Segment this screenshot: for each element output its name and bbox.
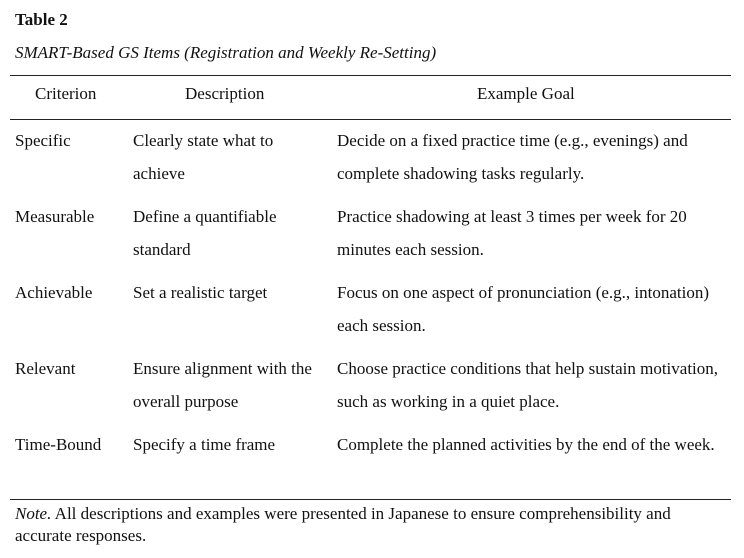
table-row xyxy=(0,352,744,428)
table-row xyxy=(0,124,744,200)
description-cell: Define a quantifiable standard xyxy=(133,207,277,259)
example-goal-cell: Complete the planned activities by the end of the week. xyxy=(337,435,715,454)
description-cell: Clearly state what to achieve xyxy=(133,131,274,183)
example-goal-cell: Choose practice conditions that help sustain motivation, such as working in a quiet place. xyxy=(337,359,719,411)
example-goal-cell: Decide on a fixed practice time (e.g., evenings) and complete shadowing tasks regularly. xyxy=(337,131,688,183)
table-top-rule xyxy=(10,75,731,76)
table-header-rule xyxy=(10,119,731,120)
description-cell: Specify a time frame xyxy=(133,435,276,454)
table-body xyxy=(0,124,744,504)
description-cell: Ensure alignment with the overall purpose xyxy=(133,359,312,411)
criterion-cell: Time-Bound xyxy=(15,435,102,454)
example-goal-cell: Practice shadowing at least 3 times per week for 20 minutes each session. xyxy=(337,207,687,259)
table-title: SMART-Based GS Items (Registration and Weekly Re-Setting) xyxy=(15,43,437,62)
table-row xyxy=(0,428,744,504)
criterion-cell: Specific xyxy=(15,131,71,150)
criterion-cell: Measurable xyxy=(15,207,95,226)
criterion-cell: Achievable xyxy=(15,283,93,302)
description-cell: Set a realistic target xyxy=(133,283,268,302)
table-row xyxy=(0,276,744,352)
table-note xyxy=(15,503,730,547)
note-text: All descriptions and examples were presented in Japanese to ensure comprehensibility and accurate responses. xyxy=(15,504,671,545)
table-bottom-rule xyxy=(10,499,731,500)
table-label: Table 2 xyxy=(15,10,68,29)
header-example-goal: Example Goal xyxy=(477,84,575,103)
criterion-cell: Relevant xyxy=(15,359,76,378)
note-label: Note. xyxy=(15,504,52,523)
table-row xyxy=(0,200,744,276)
header-description: Description xyxy=(185,84,265,103)
example-goal-cell: Focus on one aspect of pronunciation (e.g., intonation) each session. xyxy=(337,283,710,335)
header-criterion: Criterion xyxy=(35,84,97,103)
